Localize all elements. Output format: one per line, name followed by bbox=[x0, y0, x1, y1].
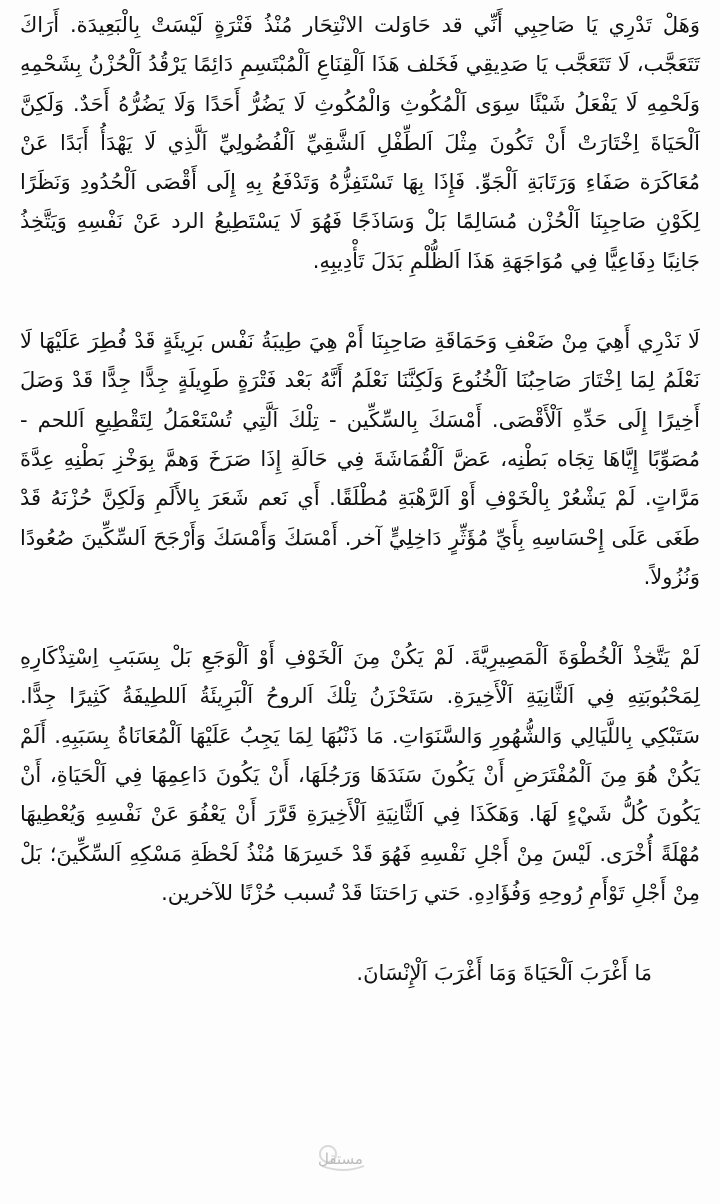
paragraph-gap bbox=[20, 281, 700, 322]
paragraph-gap bbox=[20, 597, 700, 638]
watermark-text: مستقل bbox=[318, 1150, 363, 1168]
paragraph-2: لَا نَدْرِي أَهِيَ مِنْ ضَعْفِ وَحَمَاقَةِ صَاحِبِنَا أَمْ هِيَ طِيبَةُ نَفْس بَرِيئَةٍ قَدْ فُطِرَ عَلَيْهَا لَا نَعْلَمُ لِمَا اِخْتَارَ صَاحِبُنَا اَلْخُنُوعَ وَلَكِنَّنَا نَعْلَمُ أَنَّهُ بَعْد فَتْرَةٍ طَوِيلَةٍ جِدًّا جِدًّا قَدْ وَصَلَ أَخِيرًا إِلَى حَدِّهِ اَلْأَقْصَى. أَمْسَكَ بِالسِّكِّين - تِلْكَ اَلَّتِي تُسْتَعْمَلُ لِتَقْطِيعِ اَللحم - مُصَوِّبًا إِيَّاهَا تِجَاه بَطْنِه، عَضَّ اَلْقُمَاشَةَ فِي حَالَةِ إِذَا صَرَخَ وَهمَّ بِوَخْزِ بَطْنِهِ عِدَّةَ مَرَّاتٍ. لَمْ يَشْعُرْ بِالْخَوْفِ أَوْ اَلرَّهْبَةِ مُطْلَقًا. أَي نَعم شَعَرَ بِالأَلَمِ وَلَكِنَّ حُزْنَهُ قَدْ طَغَى عَلَى إِحْسَاسِهِ بِأَيِّ مُؤَثِّرٍ دَاخِلِيٍّ آخر. أَمْسَكَ وَأَمْسَكَ وَأَرْجَحَ اَلسِّكِّينَ صُعُودًا وَنُزُولاً. bbox=[20, 329, 700, 589]
paragraph-3: لَمْ يَتَّخِذْ اَلْخُطْوَةَ اَلْمَصِيرِيَّةَ. لَمْ يَكُنْ مِنَ اَلْخَوْفِ أَوْ اَلْوَجَعِ بَلْ بِسَبَبِ اِسْتِذْكَارِهِ لِمَحْبُوبَتِهِ فِي اَلثَّانِيَةِ اَلْأَخِيرَةِ. سَتَحْزَنُ تِلْكَ اَلروحُ اَلْبَرِيئَةُ اَللطِيفَةُ كَثِيرًا جِدًّا. سَتَبْكِي بِاللَّيَالِي وَالشُّهُورِ وَالسَّنَوَاتِ. مَا ذَنْبُهَا لِمَا يَجِبُ عَلَيْهَا اَلْمُعَانَاةُ بِسَبَبِهِ. أَلَمْ يَكُنْ هُوَ مِنَ اَلْمُفْتَرَضِ أَنْ يَكُونَ سَنَدَهَا وَرَجُلَهَا، أَنْ يَكُونَ دَاعِمِهَا فِي اَلْحَيَاةِ، أَنْ يَكُونَ كُلُّ شَيْءٍ لَهَا. وَهَكَذَا فِي اَلثَّانِيَةِ اَلْأَخِيرَةِ قَرَّرَ أَنْ يَعْفُوَ عَنْ نَفْسِهِ وَيُعْطِيهَا مُهْلَةً أُخْرَى. لَيْسَ مِنْ أَجْلِ نَفْسِهِ فَهُوَ قَدْ خَسِرَهَا مُنْذُ لَحْظَةِ مَسْكِهِ اَلسِّكِّينَ؛ بَلْ مِنْ أَجْلِ تَوْأَمِ رُوحِهِ وَفُؤَادِهِ. حَتي رَاحَتنَا قَدْ تُسبب حُزْنًا للآخرين. bbox=[20, 645, 700, 905]
paragraph-1: وَهَلْ تَدْرِي يَا صَاحِبِي أَنِّي قد حَاوَلت الانْتِحَار مُنْذُ فَتْرَةٍ لَيْسَتْ بِالْبَعِيدَة. أَرَاكَ تَتَعَجَّب، لَا تَتَعَجَّب يَا صَدِيقِي فَخَلف هَذَا اَلْقِنَاعِ اَلْمُبْتَسِمِ دَائِمًا يَرْقُدُ اَلْحُزْنُ بِشَحْمِهِ وَلَحْمِهِ لَا يَفْعَلُ شَيْئًا سِوَى اَلْمُكُوثِ وَالْمُكُوثِ لَا يَضُرُّ أَحَدًا وَلَا يَضُرُّهُ أَحَدٌ. وَلَكِنَّ اَلْحَيَاةَ اِخْتَارَتْ أَنْ تَكُونَ مِثْلَ اَلطِّفْلِ اَلشَّقِيِّ اَلْفُضُولِيِّ اَلَّذِي لَا يَهْدَأُ أَبَدًا عَنْ مُعَاكَرَة صَفَاءِ وَرَتَابَةِ اَلْجَوِّ. فَإِذَا بِهَا تَسْتَفِزُّهُ وَتَدْفَعُ بِهِ إِلَى أَقْصَى اَلْحُدُودِ وَنَظَرًا لِكَوْنِ صَاحِبِنَا اَلْحُزْن مُسَالِمًا بَلْ وَسَاذَجًا فَهُوَ لَا يَسْتَطِيعُ الرد عَنْ نَفْسِهِ وَيَتَّخِذُ جَانِبًا دِفَاعِيًّا فِي مُوَاجَهَةِ هَذَا اَلظُّلْمِ بَدَلَ تَأْدِيبِهِ. bbox=[20, 13, 700, 273]
closing-line: مَا أَغْرَبَ اَلْحَيَاةَ وَمَا أَغْرَبَ اَلْإِنْسَانَ. bbox=[356, 961, 652, 986]
paragraph-gap bbox=[20, 913, 700, 954]
